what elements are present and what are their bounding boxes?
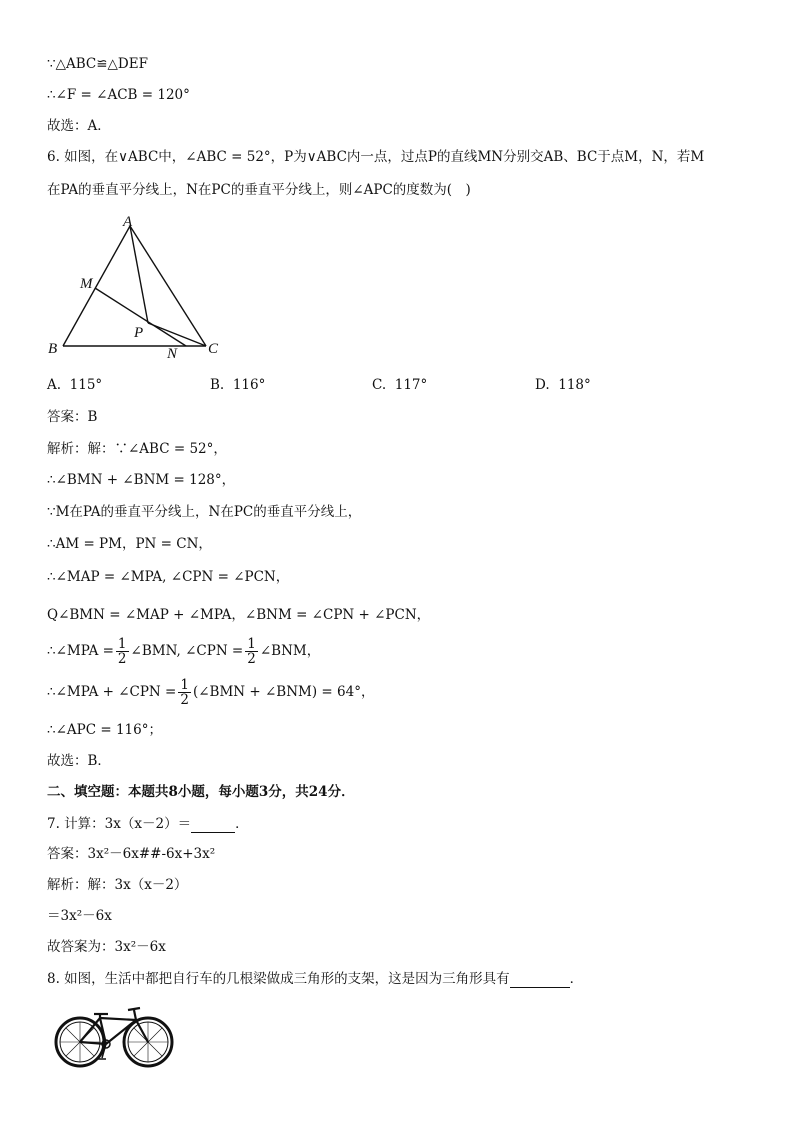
question-6-line-1: 6. 如图，在∨ABC中，∠ABC = 52°，P为∨ABC内一点，过点P的直线MN分别交AB、BC于点M，N，若M bbox=[47, 149, 705, 165]
section-2-heading: 二、填空题：本题共8小题，每小题3分，共24分． bbox=[47, 784, 355, 800]
option-a: A. 115° bbox=[47, 377, 103, 393]
solution-7-line-3: 故答案为：3x²－6x bbox=[47, 939, 166, 955]
answer-blank bbox=[510, 973, 570, 988]
answer-7: 答案：3x²－6x##-6x+3x² bbox=[47, 846, 216, 862]
option-d: D. 118° bbox=[535, 377, 591, 393]
label-c: C bbox=[208, 341, 219, 357]
solution-line-10: 故选：B． bbox=[47, 753, 111, 769]
side-ab bbox=[63, 226, 130, 346]
solution-7-line-1: 解析：解：3x（x－2） bbox=[47, 877, 188, 893]
option-c: C. 117° bbox=[372, 377, 428, 393]
proof-line-angle-f: ∴∠F = ∠ACB = 120° bbox=[47, 87, 190, 103]
solution-line-8: ∴∠MPA + ∠CPN = $\frac{1}{2}$ (∠BMN + ∠BNM) = 64°， bbox=[47, 677, 375, 708]
bicycle-illustration bbox=[50, 1004, 178, 1070]
solution-line-6: Q∠BMN = ∠MAP + ∠MPA，∠BNM = ∠CPN + ∠PCN， bbox=[47, 607, 431, 623]
answer-choice-5: 故选：A． bbox=[47, 118, 111, 134]
solution-line-7: ∴∠MPA = $\frac{1}{2}$ ∠BMN, ∠CPN = $\frac{1}{2}$ ∠BNM， bbox=[47, 636, 321, 667]
fraction-half: $\frac{1}{2}$ bbox=[180, 677, 189, 708]
question-7: 7. 计算：3x（x－2）＝ ． bbox=[47, 816, 249, 832]
triangle-figure bbox=[47, 210, 237, 365]
solution-line-2: ∴∠BMN + ∠BNM = 128°， bbox=[47, 472, 236, 488]
solution-7-line-2: ＝3x²－6x bbox=[47, 908, 112, 924]
label-p: P bbox=[134, 325, 144, 341]
answer-6: 答案：B bbox=[47, 409, 98, 425]
option-b: B. 116° bbox=[210, 377, 266, 393]
solution-line-3: ∵M在PA的垂直平分线上，N在PC的垂直平分线上， bbox=[47, 504, 362, 520]
fraction-half: $\frac{1}{2}$ bbox=[117, 636, 127, 667]
proof-line-congruent: ∵△ABC≌△DEF bbox=[47, 56, 148, 72]
label-a: A bbox=[123, 214, 133, 230]
solution-line-1: 解析：解：∵∠ABC = 52°， bbox=[47, 441, 227, 457]
label-m: M bbox=[80, 276, 93, 292]
label-n: N bbox=[167, 346, 178, 362]
solution-line-9: ∴∠APC = 116°； bbox=[47, 722, 162, 738]
solution-line-5: ∴∠MAP = ∠MPA, ∠CPN = ∠PCN， bbox=[47, 569, 290, 585]
segment-pc bbox=[148, 323, 206, 346]
solution-line-4: ∴AM = PM，PN = CN， bbox=[47, 536, 212, 552]
answer-blank bbox=[191, 818, 235, 833]
fraction-half: $\frac{1}{2}$ bbox=[247, 636, 256, 667]
label-b: B bbox=[48, 341, 58, 357]
question-6-line-2: 在PA的垂直平分线上，N在PC的垂直平分线上，则∠APC的度数为( ) bbox=[47, 182, 471, 198]
question-8: 8. 如图，生活中都把自行车的几根梁做成三角形的支架，这是因为三角形具有 ． bbox=[47, 971, 584, 987]
